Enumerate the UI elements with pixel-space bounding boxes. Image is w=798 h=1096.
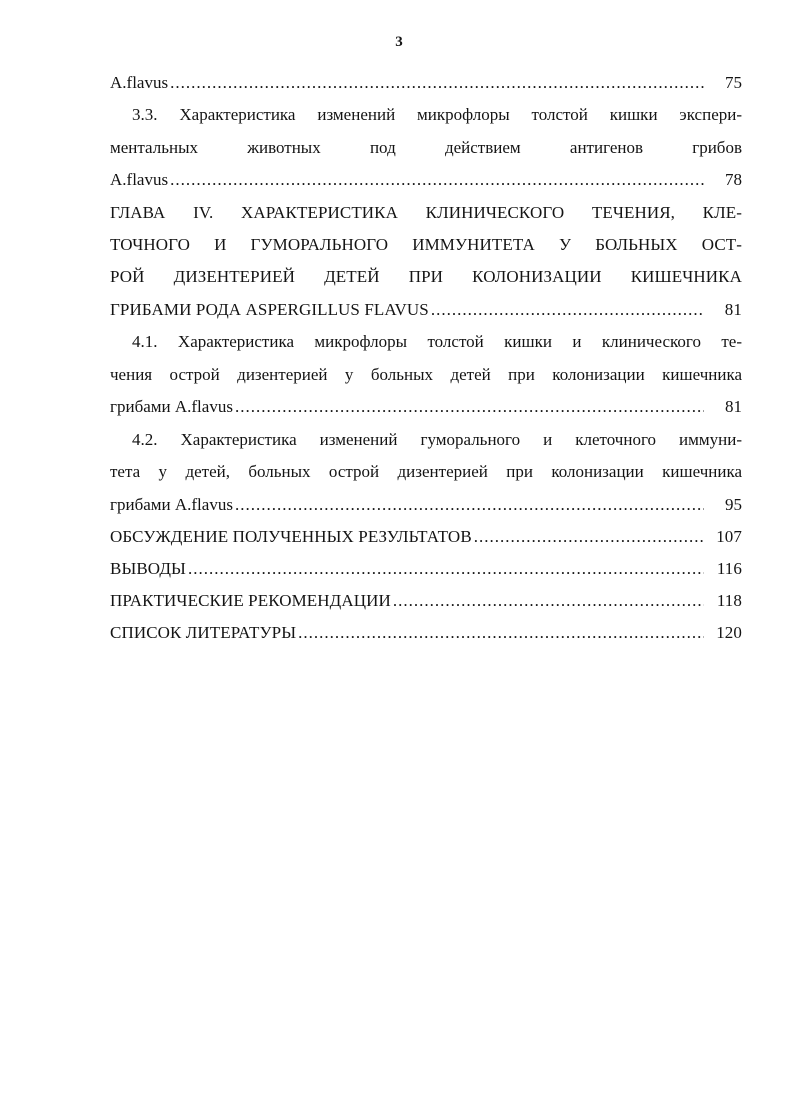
toc-entry-text: A.flavus: [110, 73, 169, 92]
toc-entry: [110, 492, 742, 518]
toc-entry-text: СПИСОК ЛИТЕРАТУРЫ: [110, 623, 297, 642]
toc-entry: [110, 297, 742, 323]
toc-entry-text: ТОЧНОГО И ГУМОРАЛЬНОГО ИММУНИТЕТА У БОЛЬНЫХ ОСТ-: [110, 235, 742, 254]
toc-entry-text: ГРИБАМИ РОДА ASPERGILLUS FLAVUS: [110, 300, 429, 319]
toc-entry: [110, 556, 742, 582]
toc-entry: [110, 524, 742, 550]
toc-entry-text: ментальных животных под действием антигенов грибов: [110, 138, 742, 157]
toc-entry-text: грибами A.flavus: [110, 495, 233, 514]
toc-entry: [110, 167, 742, 193]
toc-entry-text: 4.1. Характеристика микрофлоры толстой кишки и клинического те-: [132, 332, 742, 351]
dot-leader: [431, 297, 704, 323]
toc-entry-text: грибами A.flavus: [110, 397, 233, 416]
toc-entry-page: 120: [716, 623, 742, 642]
toc-entry-page: 107: [716, 527, 742, 546]
toc-entry: [110, 394, 742, 420]
dot-leader: [393, 588, 704, 614]
toc-entry-page: 95: [725, 495, 742, 514]
toc-entry-text: ВЫВОДЫ: [110, 559, 186, 578]
toc-entry: [110, 588, 742, 614]
toc-entry-text: 4.2. Характеристика изменений гуморального и клеточного иммуни-: [132, 430, 742, 449]
dot-leader: [235, 492, 704, 518]
toc-entry-text: ГЛАВА IV. ХАРАКТЕРИСТИКА КЛИНИЧЕСКОГО ТЕЧЕНИЯ, КЛЕ-: [110, 203, 742, 222]
dot-leader: [170, 70, 704, 96]
dot-leader: [235, 394, 704, 420]
toc-entry: [110, 70, 742, 96]
toc-entry-text: A.flavus: [110, 170, 169, 189]
dot-leader: [298, 620, 704, 646]
toc-entry-text: РОЙ ДИЗЕНТЕРИЕЙ ДЕТЕЙ ПРИ КОЛОНИЗАЦИИ КИШЕЧНИКА: [110, 267, 742, 286]
dot-leader: [188, 556, 704, 582]
toc-entry-page: 75: [725, 73, 742, 92]
toc-entry: [110, 620, 742, 646]
toc-entry-text: ПРАКТИЧЕСКИЕ РЕКОМЕНДАЦИИ: [110, 591, 391, 610]
toc-entry-page: 118: [716, 591, 742, 610]
page-number: 3: [395, 34, 403, 50]
toc-entry-page: 116: [716, 559, 742, 578]
toc-entry-page: 81: [725, 397, 742, 416]
toc-entry-text: чения острой дизентерией у больных детей при колонизации кишечника: [110, 365, 742, 384]
dot-leader: [170, 167, 704, 193]
toc-entry-text: 3.3. Характеристика изменений микрофлоры толстой кишки экспери-: [132, 105, 742, 124]
toc-entry-page: 78: [725, 170, 742, 189]
toc-entry-text: ОБСУЖДЕНИЕ ПОЛУЧЕННЫХ РЕЗУЛЬТАТОВ: [110, 527, 472, 546]
toc-entry-page: 81: [724, 300, 742, 319]
toc-entry-text: тета у детей, больных острой дизентерией при колонизации кишечника: [110, 462, 742, 481]
dot-leader: [474, 524, 704, 550]
